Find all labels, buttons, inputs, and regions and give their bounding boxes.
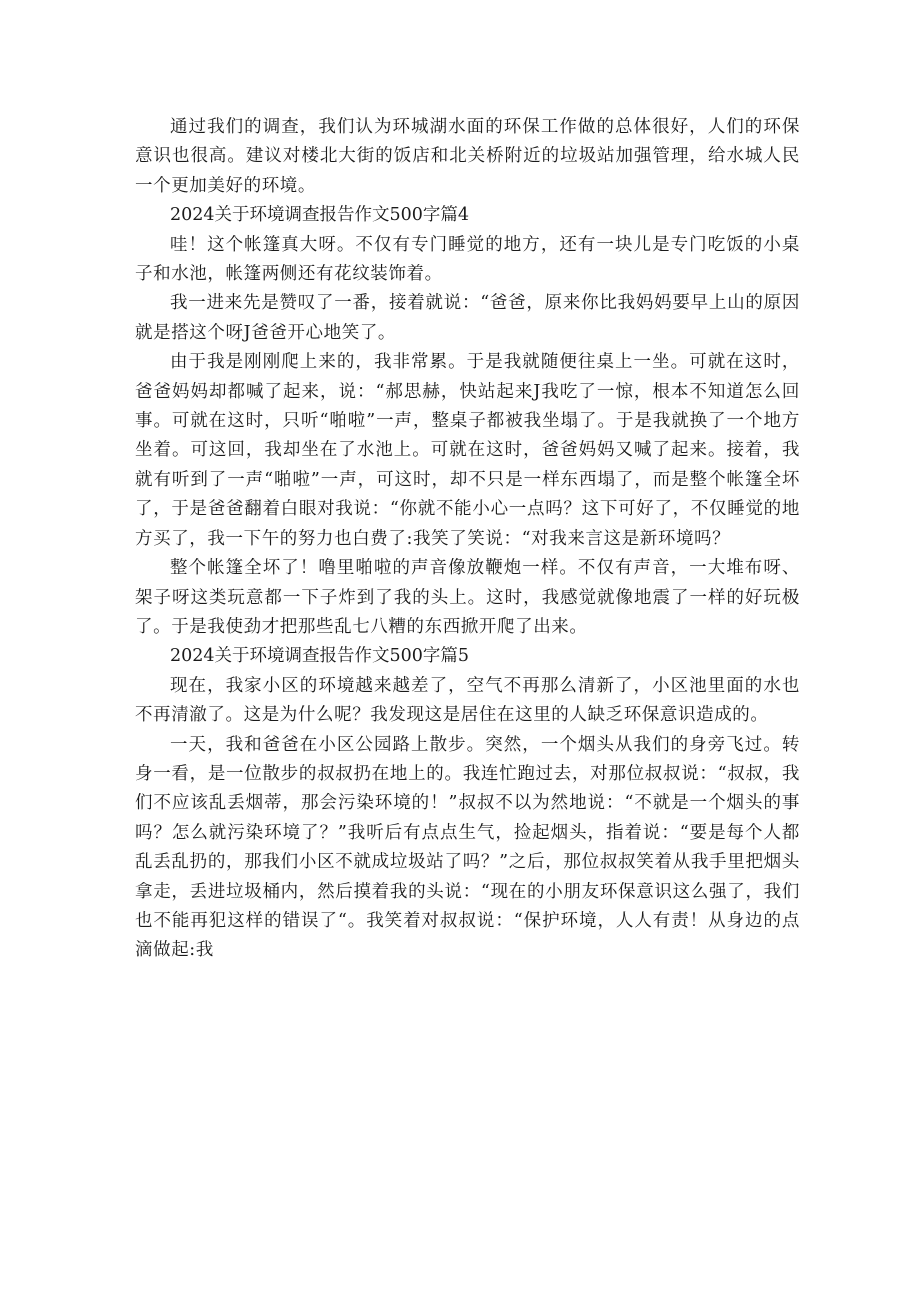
section-heading: 2024关于环境调查报告作文500字篇5	[170, 646, 470, 667]
paragraph: 整个帐篷全坏了！噜里啪啦的声音像放鞭炮一样。不仅有声音，一大堆布呀、架子呀这类玩意都一下子炸到了我的头上。这时，我感觉就像地震了一样的好玩极了。于是我使劲才把那些乱七八糟的东西掀开爬了出来。	[135, 558, 800, 637]
document-body	[135, 113, 800, 966]
paragraph: 哇！这个帐篷真大呀。不仅有专门睡觉的地方，还有一块儿是专门吃饭的小桌子和水池，帐篷两侧还有花纹装饰着。	[135, 234, 800, 285]
paragraph: 通过我们的调查，我们认为环城湖水面的环保工作做的总体很好，人们的环保意识也很高。建议对楼北大街的饭店和北关桥附近的垃圾站加强管理，给水城人民一个更加美好的环境。	[135, 117, 800, 196]
paragraph: 我一进来先是赞叹了一番，接着就说：“爸爸，原来你比我妈妈要早上山的原因就是搭这个呀J爸爸开心地笑了。	[135, 293, 800, 343]
section-heading: 2024关于环境调查报告作文500字篇4	[170, 205, 470, 226]
paragraph: 现在，我家小区的环境越来越差了，空气不再那么清新了，小区池里面的水也不再清澈了。这是为什么呢？我发现这是居住在这里的人缺乏环保意识造成的。	[135, 675, 800, 726]
paragraph: 由于我是刚刚爬上来的，我非常累。于是我就随便往桌上一坐。可就在这时，爸爸妈妈却都喊了起来，说：“郝思赫，快站起来J我吃了一惊，根本不知道怎么回事。可就在这时，只听“啪啦”一声，整桌子都被我坐塌了。于是我就换了一个地方坐着。可这回，我却坐在了水池上。可就在这时，爸爸妈妈又喊了起来。接着，我就有听到了一声“啪啦”一声，可这时，却不只是一样东西塌了，而是整个帐篷全坏了，于是爸爸翻着白眼对我说：“你就不能小心一点吗？这下可好了，不仅睡觉的地方买了，我一下午的努力也白费了:我笑了笑说：“对我来言这是新环境吗？	[135, 352, 800, 549]
paragraph: 一天，我和爸爸在小区公园路上散步。突然，一个烟头从我们的身旁飞过。转身一看，是一位散步的叔叔扔在地上的。我连忙跑过去，对那位叔叔说：“叔叔，我们不应该乱丢烟蒂，那会污染环境的！”叔叔不以为然地说：“不就是一个烟头的事吗？怎么就污染环境了？”我听后有点点生气，捡起烟头，指着说：“要是每个人都乱丢乱扔的，那我们小区不就成垃圾站了吗？”之后，那位叔叔笑着从我手里把烟头拿走，丢进垃圾桶内，然后摸着我的头说：“现在的小朋友环保意识这么强了，我们也不能再犯这样的错误了“。我笑着对叔叔说：“保护环境，人人有责！从身边的点滴做起:我	[135, 734, 800, 961]
